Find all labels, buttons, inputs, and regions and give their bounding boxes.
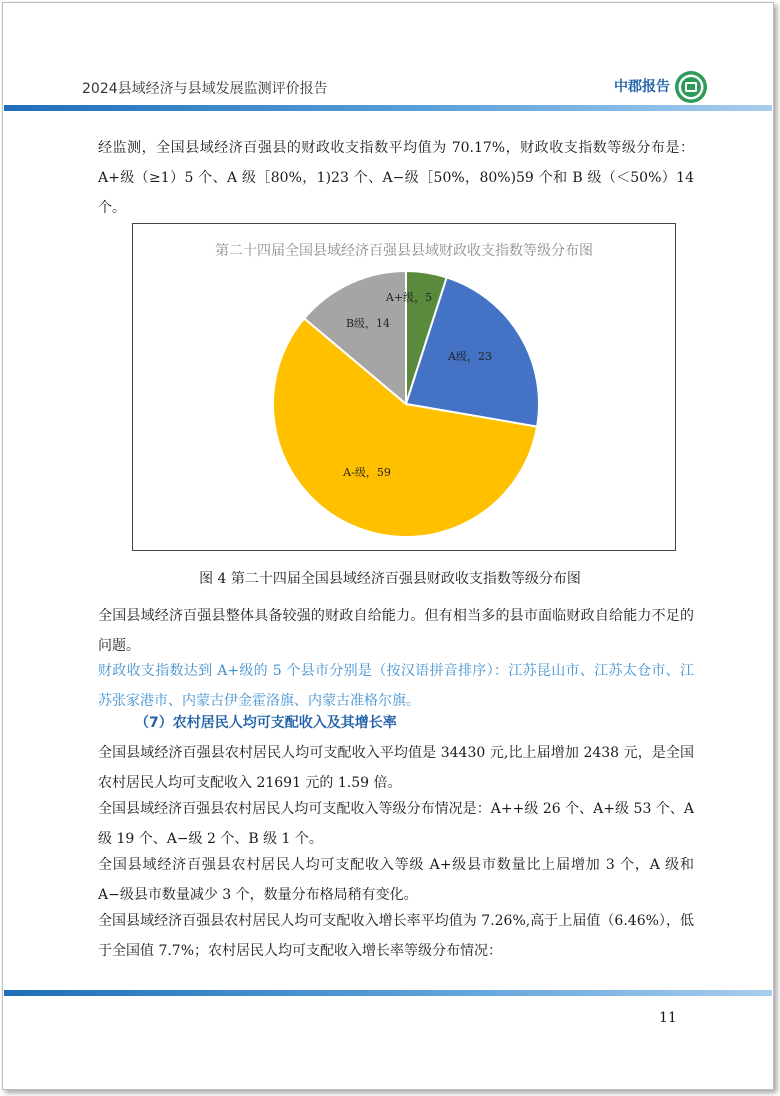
figure-caption: 图 4 第二十四届全国县域经济百强县财政收支指数等级分布图 bbox=[199, 571, 581, 587]
chart-title: 第二十四届全国县域经济百强县县域财政收支指数等级分布图 bbox=[215, 243, 593, 259]
brand-name: 中郡报告 bbox=[614, 79, 670, 95]
page-number: 11 bbox=[659, 1010, 677, 1026]
pie-chart bbox=[133, 224, 675, 550]
pie-label-1: A+级，5 bbox=[385, 291, 433, 304]
footer-rule bbox=[4, 990, 772, 996]
paragraph-growth-rate: 全国县域经济百强县农村居民人均可支配收入增长率平均值为 7.26%,高于上届值（6.46%），低于全国值 7.7%；农村居民人均可支配收入增长率等级分布情况： bbox=[98, 913, 694, 959]
paragraph-grade-changes: 全国县域经济百强县农村居民人均可支配收入等级 A+级县市数量比上届增加 3 个，A 级和 A−级县市数量减少 3 个，数量分布格局稍有变化。 bbox=[98, 857, 694, 903]
pie-label-3: A-级，59 bbox=[343, 466, 391, 479]
header-rule bbox=[4, 105, 772, 111]
paragraph-fiscal-summary: 经监测，全国县域经济百强县的财政收支指数平均值为 70.17%，财政收支指数等级分布是：A+级（≥1）5 个、A 级［80%，1)23 个、A−级［50%，80%)59 个和 B 级（＜50%）14 个。 bbox=[98, 140, 694, 216]
paragraph-rural-income: 全国县域经济百强县农村居民人均可支配收入平均值是 34430 元,比上届增加 2438 元，是全国农村居民人均可支配收入 21691 元的 1.59 倍。 bbox=[98, 745, 694, 791]
paragraph-fiscal-capacity: 全国县域经济百强县整体具备较强的财政自给能力。但有相当多的县市面临财政自给能力不足的问题。 bbox=[98, 608, 694, 654]
section-heading: （7）农村居民人均可支配收入及其增长率 bbox=[135, 715, 397, 731]
pie-label-4: B级，14 bbox=[345, 317, 391, 330]
pie-label-2: A级，23 bbox=[448, 350, 492, 363]
pie-chart-frame bbox=[132, 223, 676, 551]
paragraph-a-plus-counties: 财政收支指数达到 A+级的 5 个县市分别是（按汉语拼音排序）：江苏昆山市、江苏太仓市、江苏张家港市、内蒙古伊金霍洛旗、内蒙古准格尔旗。 bbox=[98, 663, 694, 709]
paragraph-income-grades: 全国县域经济百强县农村居民人均可支配收入等级分布情况是：A++级 26 个、A+级 53 个、A 级 19 个、A−级 2 个、B 级 1 个。 bbox=[98, 801, 694, 847]
brand-logo-icon bbox=[674, 70, 708, 104]
header-title: 2024县域经济与县域发展监测评价报告 bbox=[82, 81, 328, 97]
